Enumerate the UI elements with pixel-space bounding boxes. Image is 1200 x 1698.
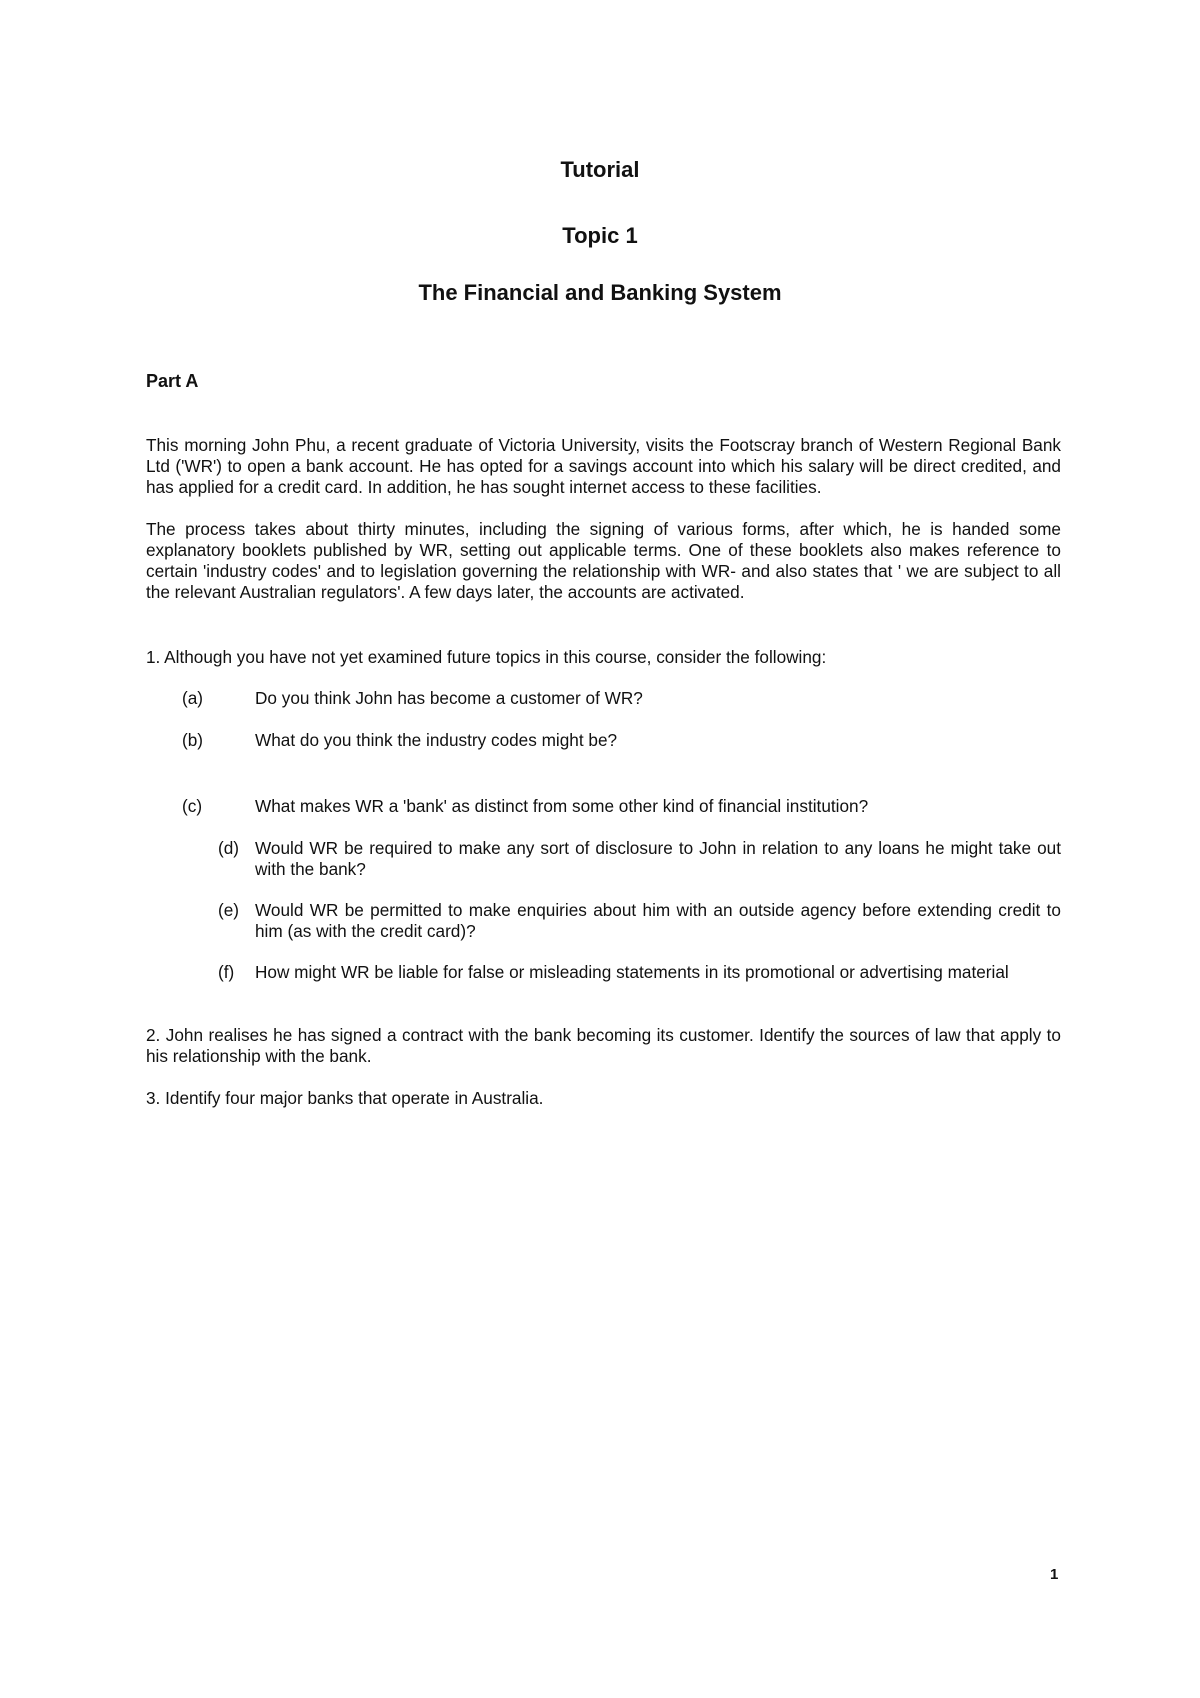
document-title: Tutorial bbox=[560, 157, 640, 182]
item-text: What do you think the industry codes might be? bbox=[255, 730, 618, 750]
topic-heading: Topic 1 bbox=[562, 223, 638, 248]
item-label: (f) bbox=[218, 962, 235, 982]
question-3: 3. Identify four major banks that operate in Australia. bbox=[146, 1088, 544, 1108]
question-1d bbox=[218, 838, 1062, 882]
item-text: Do you think John has become a customer of WR? bbox=[255, 688, 643, 708]
part-label: Part A bbox=[146, 371, 199, 391]
item-label: (a) bbox=[182, 688, 204, 708]
intro-paragraph-1: This morning John Phu, a recent graduate of Victoria University, visits the Footscray branch of Western Regional Bank Ltd ('WR') to open a bank account. He has opted for a savings account into which his salary will be direct credited, and has applied for a credit card. In addition, he has sought internet access to these facilities. bbox=[146, 435, 1061, 497]
item-text: What makes WR a 'bank' as distinct from some other kind of financial institution? bbox=[255, 796, 869, 816]
item-label: (b) bbox=[182, 730, 204, 750]
intro-paragraph-2: The process takes about thirty minutes, including the signing of various forms, after which, he is handed some explanatory booklets published by WR, setting out applicable terms. One of these booklets also makes reference to certain 'industry codes' and to legislation governing the relationship with WR- and also states that ' we are subject to all the relevant Australian regulators'. A few days later, the accounts are activated. bbox=[146, 519, 1061, 602]
question-1e bbox=[218, 900, 1062, 944]
item-label: (e) bbox=[218, 900, 240, 920]
item-label: (c) bbox=[182, 796, 203, 816]
question-1: 1. Although you have not yet examined future topics in this course, consider the following: bbox=[146, 647, 827, 667]
document-subtitle: The Financial and Banking System bbox=[418, 280, 782, 305]
question-2: 2. John realises he has signed a contract with the bank becoming its customer. Identify the sources of law that apply to his relationship with the bank. bbox=[146, 1025, 1061, 1066]
item-label: (d) bbox=[218, 838, 240, 858]
item-text: Would WR be permitted to make enquiries about him with an outside agency before extending credit to him (as with the credit card)? bbox=[255, 900, 1061, 941]
question-1c bbox=[182, 796, 1062, 818]
question-1b bbox=[182, 730, 1062, 752]
question-1f bbox=[218, 962, 1062, 984]
item-text: Would WR be required to make any sort of disclosure to John in relation to any loans he might take out with the bank? bbox=[255, 838, 1061, 879]
item-text: How might WR be liable for false or misleading statements in its promotional or advertising material bbox=[255, 962, 1009, 982]
question-1a bbox=[182, 688, 1062, 710]
page-number: 1 bbox=[1050, 1566, 1059, 1583]
